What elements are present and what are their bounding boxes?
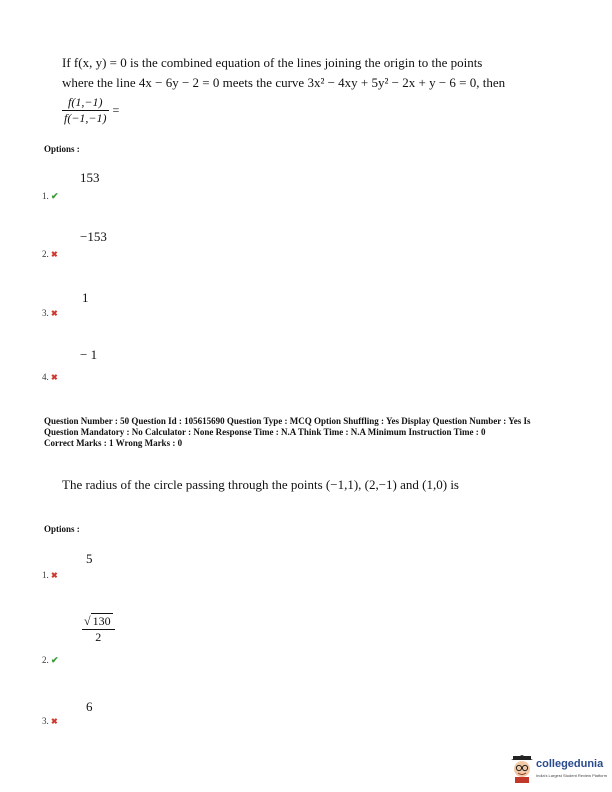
q49-option-2[interactable] (42, 249, 58, 259)
option-number: 3. (42, 308, 49, 318)
meta-line-2: Question Mandatory : No Calculator : None Response Time : N.A Think Time : N.A Minimum Instruction Time : 0 (44, 427, 486, 437)
q50-option-2[interactable] (42, 655, 59, 666)
wrong-cross-icon: ✖ (51, 571, 58, 580)
sqrt-symbol: √ (84, 614, 91, 628)
wrong-cross-icon: ✖ (51, 373, 58, 382)
sqrt-radicand: 130 (92, 614, 111, 628)
option-number: 1. (42, 570, 49, 580)
question-50-text: The radius of the circle passing through the points (−1,1), (2,−1) and (1,0) is (62, 477, 459, 492)
logo-wordmark: collegedunia (536, 758, 604, 770)
fraction-numerator: f(1,−1) (62, 95, 109, 111)
q49-option-2-value: −153 (80, 229, 107, 244)
options-label-q50: Options : (44, 524, 80, 534)
wrong-cross-icon: ✖ (51, 717, 58, 726)
fraction-denominator: 2 (95, 630, 102, 644)
q50-option-3[interactable] (42, 716, 58, 726)
meta-line-3: Correct Marks : 1 Wrong Marks : 0 (44, 438, 183, 448)
option-number: 1. (42, 191, 49, 201)
fraction-equals: = (112, 103, 120, 117)
question-49-fraction (62, 95, 119, 126)
q49-option-4[interactable] (42, 372, 58, 382)
q49-option-4-value: − 1 (80, 347, 98, 362)
correct-check-icon: ✔ (51, 655, 59, 665)
q50-option-3-value: 6 (86, 699, 93, 714)
question-49-line2: where the line 4x − 6y − 2 = 0 meets the curve 3x² − 4xy + 5y² − 2x + y − 6 = 0, then (62, 75, 506, 90)
q49-option-3-value: 1 (82, 290, 89, 305)
mascot-icon (510, 754, 534, 784)
q49-option-1[interactable] (42, 191, 59, 202)
wrong-cross-icon: ✖ (51, 309, 58, 318)
option-number: 2. (42, 655, 49, 665)
question-50-meta (44, 416, 584, 449)
option-number: 3. (42, 716, 49, 726)
q50-option-2-value (82, 614, 115, 645)
q49-option-3[interactable] (42, 308, 58, 318)
options-label-q49: Options : (44, 144, 80, 154)
question-49-line1: If f(x, y) = 0 is the combined equation of the lines joining the origin to the points (62, 55, 483, 70)
collegedunia-logo (510, 752, 608, 788)
fraction-denominator: f(−1,−1) (64, 111, 107, 125)
q49-option-1-value: 153 (80, 170, 100, 185)
meta-line-1: Question Number : 50 Question Id : 105615690 Question Type : MCQ Option Shuffling : Yes Display Question Number : Yes Is (44, 416, 531, 426)
q50-option-1[interactable] (42, 570, 58, 580)
option-number: 2. (42, 249, 49, 259)
question-49-text (62, 53, 562, 93)
wrong-cross-icon: ✖ (51, 250, 58, 259)
correct-check-icon: ✔ (51, 191, 59, 201)
option-number: 4. (42, 372, 49, 382)
logo-tagline: India's Largest Student Review Platform (536, 773, 608, 778)
q50-option-1-value: 5 (86, 551, 93, 566)
